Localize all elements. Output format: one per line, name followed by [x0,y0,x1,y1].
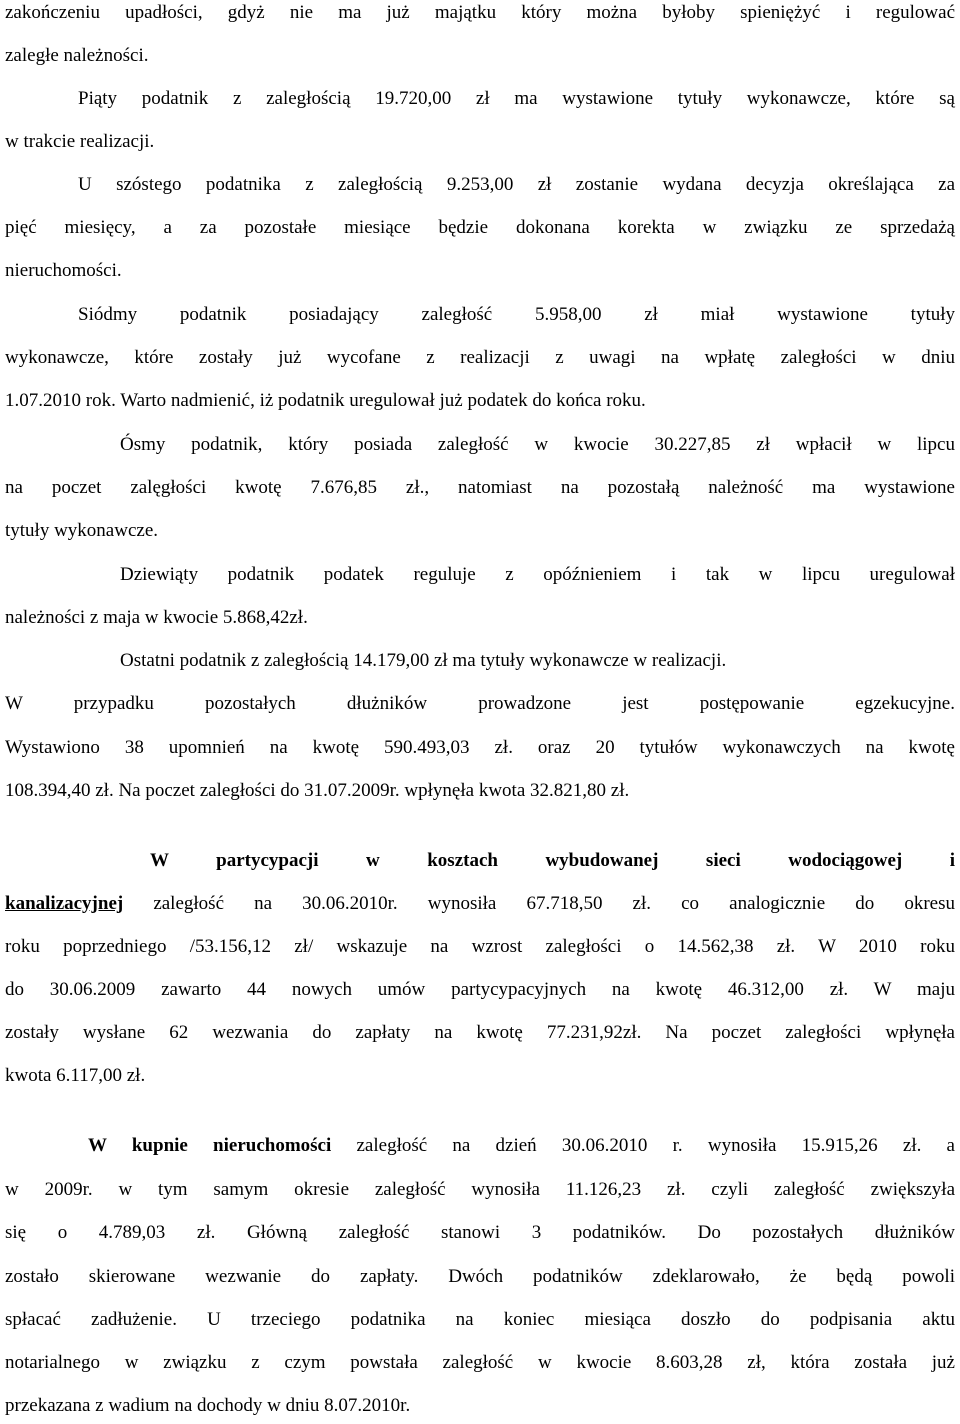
paragraph-10-line-3: się o 4.789,03 zł. Główną zaległość stanowi 3 podatników. Do pozostałych dłużników [5,1222,955,1243]
paragraph-4-line-1: Siódmy podatnik posiadający zaległość 5.958,00 zł miał wystawione tytuły [78,304,955,325]
paragraph-9-line-4: do 30.06.2009 zawarto 44 nowych umów partycypacyjnych na kwotę 46.312,00 zł. W maju [5,979,955,1000]
paragraph-6-line-2: należności z maja w kwocie 5.868,42zł. [5,607,308,628]
paragraph-2-line-2: w trakcie realizacji. [5,131,155,152]
paragraph-6-line-1: Dziewiąty podatnik podatek reguluje z opóźnieniem i tak w lipcu uregulował [120,564,955,585]
paragraph-8-line-1: W przypadku pozostałych dłużników prowadzone jest postępowanie egzekucyjne. [5,693,955,714]
paragraph-10-heading: W kupnie nieruchomości [88,1135,332,1156]
paragraph-5-line-3: tytuły wykonawcze. [5,520,159,541]
paragraph-8-line-2: Wystawiono 38 upomnień na kwotę 590.493,03 zł. oraz 20 tytułów wykonawczych na kwotę [5,737,955,758]
paragraph-10-line-4: zostało skierowane wezwanie do zapłaty. Dwóch podatników zdeklarowało, że będą powoli [5,1266,955,1287]
paragraph-8-line-3: 108.394,40 zł. Na poczet zaległości do 31.07.2009r. wpłynęła kwota 32.821,80 zł. [5,780,630,801]
paragraph-5-line-2: na poczet zalęgłości kwotę 7.676,85 zł., natomiast na pozostałą należność ma wystawione [5,477,955,498]
paragraph-3-line-3: nieruchomości. [5,260,122,281]
paragraph-9-heading: W partycypacji w kosztach wybudowanej sieci wodociągowej i [150,850,955,871]
paragraph-7-line-1: Ostatni podatnik z zaległością 14.179,00 zł ma tytuły wykonawcze w realizacji. [120,650,727,671]
paragraph-4-line-3: 1.07.2010 rok. Warto nadmienić, iż podatnik uregulował już podatek do końca roku. [5,390,646,411]
paragraph-4-line-2: wykonawcze, które zostały już wycofane z realizacji z uwagi na wpłatę zaległości w dniu [5,347,955,368]
paragraph-1-line-2: zaległe należności. [5,45,149,66]
paragraph-3-line-1: U szóstego podatnika z zaległością 9.253,00 zł zostanie wydana decyzja określająca za [78,174,955,195]
paragraph-10-line-1 [88,1134,955,1158]
paragraph-10-line-7: przekazana z wadium na dochody w dniu 8.07.2010r. [5,1395,411,1416]
paragraph-1-line-1: zakończeniu upadłości, gdyż nie ma już majątku który można byłoby spieniężyć i regulować [5,2,955,23]
paragraph-9-line-3: roku poprzedniego /53.156,12 zł/ wskazuje na wzrost zaległości o 14.562,38 zł. W 2010 roku [5,936,955,957]
paragraph-3-line-2: pięć miesięcy, a za pozostałe miesiące będzie dokonana korekta w związku ze sprzedażą [5,217,955,238]
paragraph-9-heading-end: kanalizacyjnej [5,893,124,914]
paragraph-10-line-5: spłacać zadłużenie. U trzeciego podatnika na koniec miesiąca doszło do podpisania aktu [5,1309,955,1330]
paragraph-9-line-2-text: zaległość na 30.06.2010r. wynosiła 67.718,50 zł. co analogicznie do okresu [123,893,955,914]
paragraph-9-line-2 [5,892,955,916]
paragraph-10-line-1-text: zaległość na dzień 30.06.2010 r. wynosiła 15.915,26 zł. a [331,1135,955,1156]
paragraph-5-line-1: Ósmy podatnik, który posiada zaległość w kwocie 30.227,85 zł wpłacił w lipcu [120,434,955,455]
paragraph-9-line-6: kwota 6.117,00 zł. [5,1065,146,1086]
paragraph-10-line-2: w 2009r. w tym samym okresie zaległość wynosiła 11.126,23 zł. czyli zaległość zwiększyła [5,1179,955,1200]
paragraph-9-line-5: zostały wysłane 62 wezwania do zapłaty na kwotę 77.231,92zł. Na poczet zaległości wpłynęła [5,1022,955,1043]
paragraph-2-line-1: Piąty podatnik z zaległością 19.720,00 zł ma wystawione tytuły wykonawcze, które są [78,88,955,109]
paragraph-10-line-6: notarialnego w związku z czym powstała zaległość w kwocie 8.603,28 zł, która została już [5,1352,955,1373]
